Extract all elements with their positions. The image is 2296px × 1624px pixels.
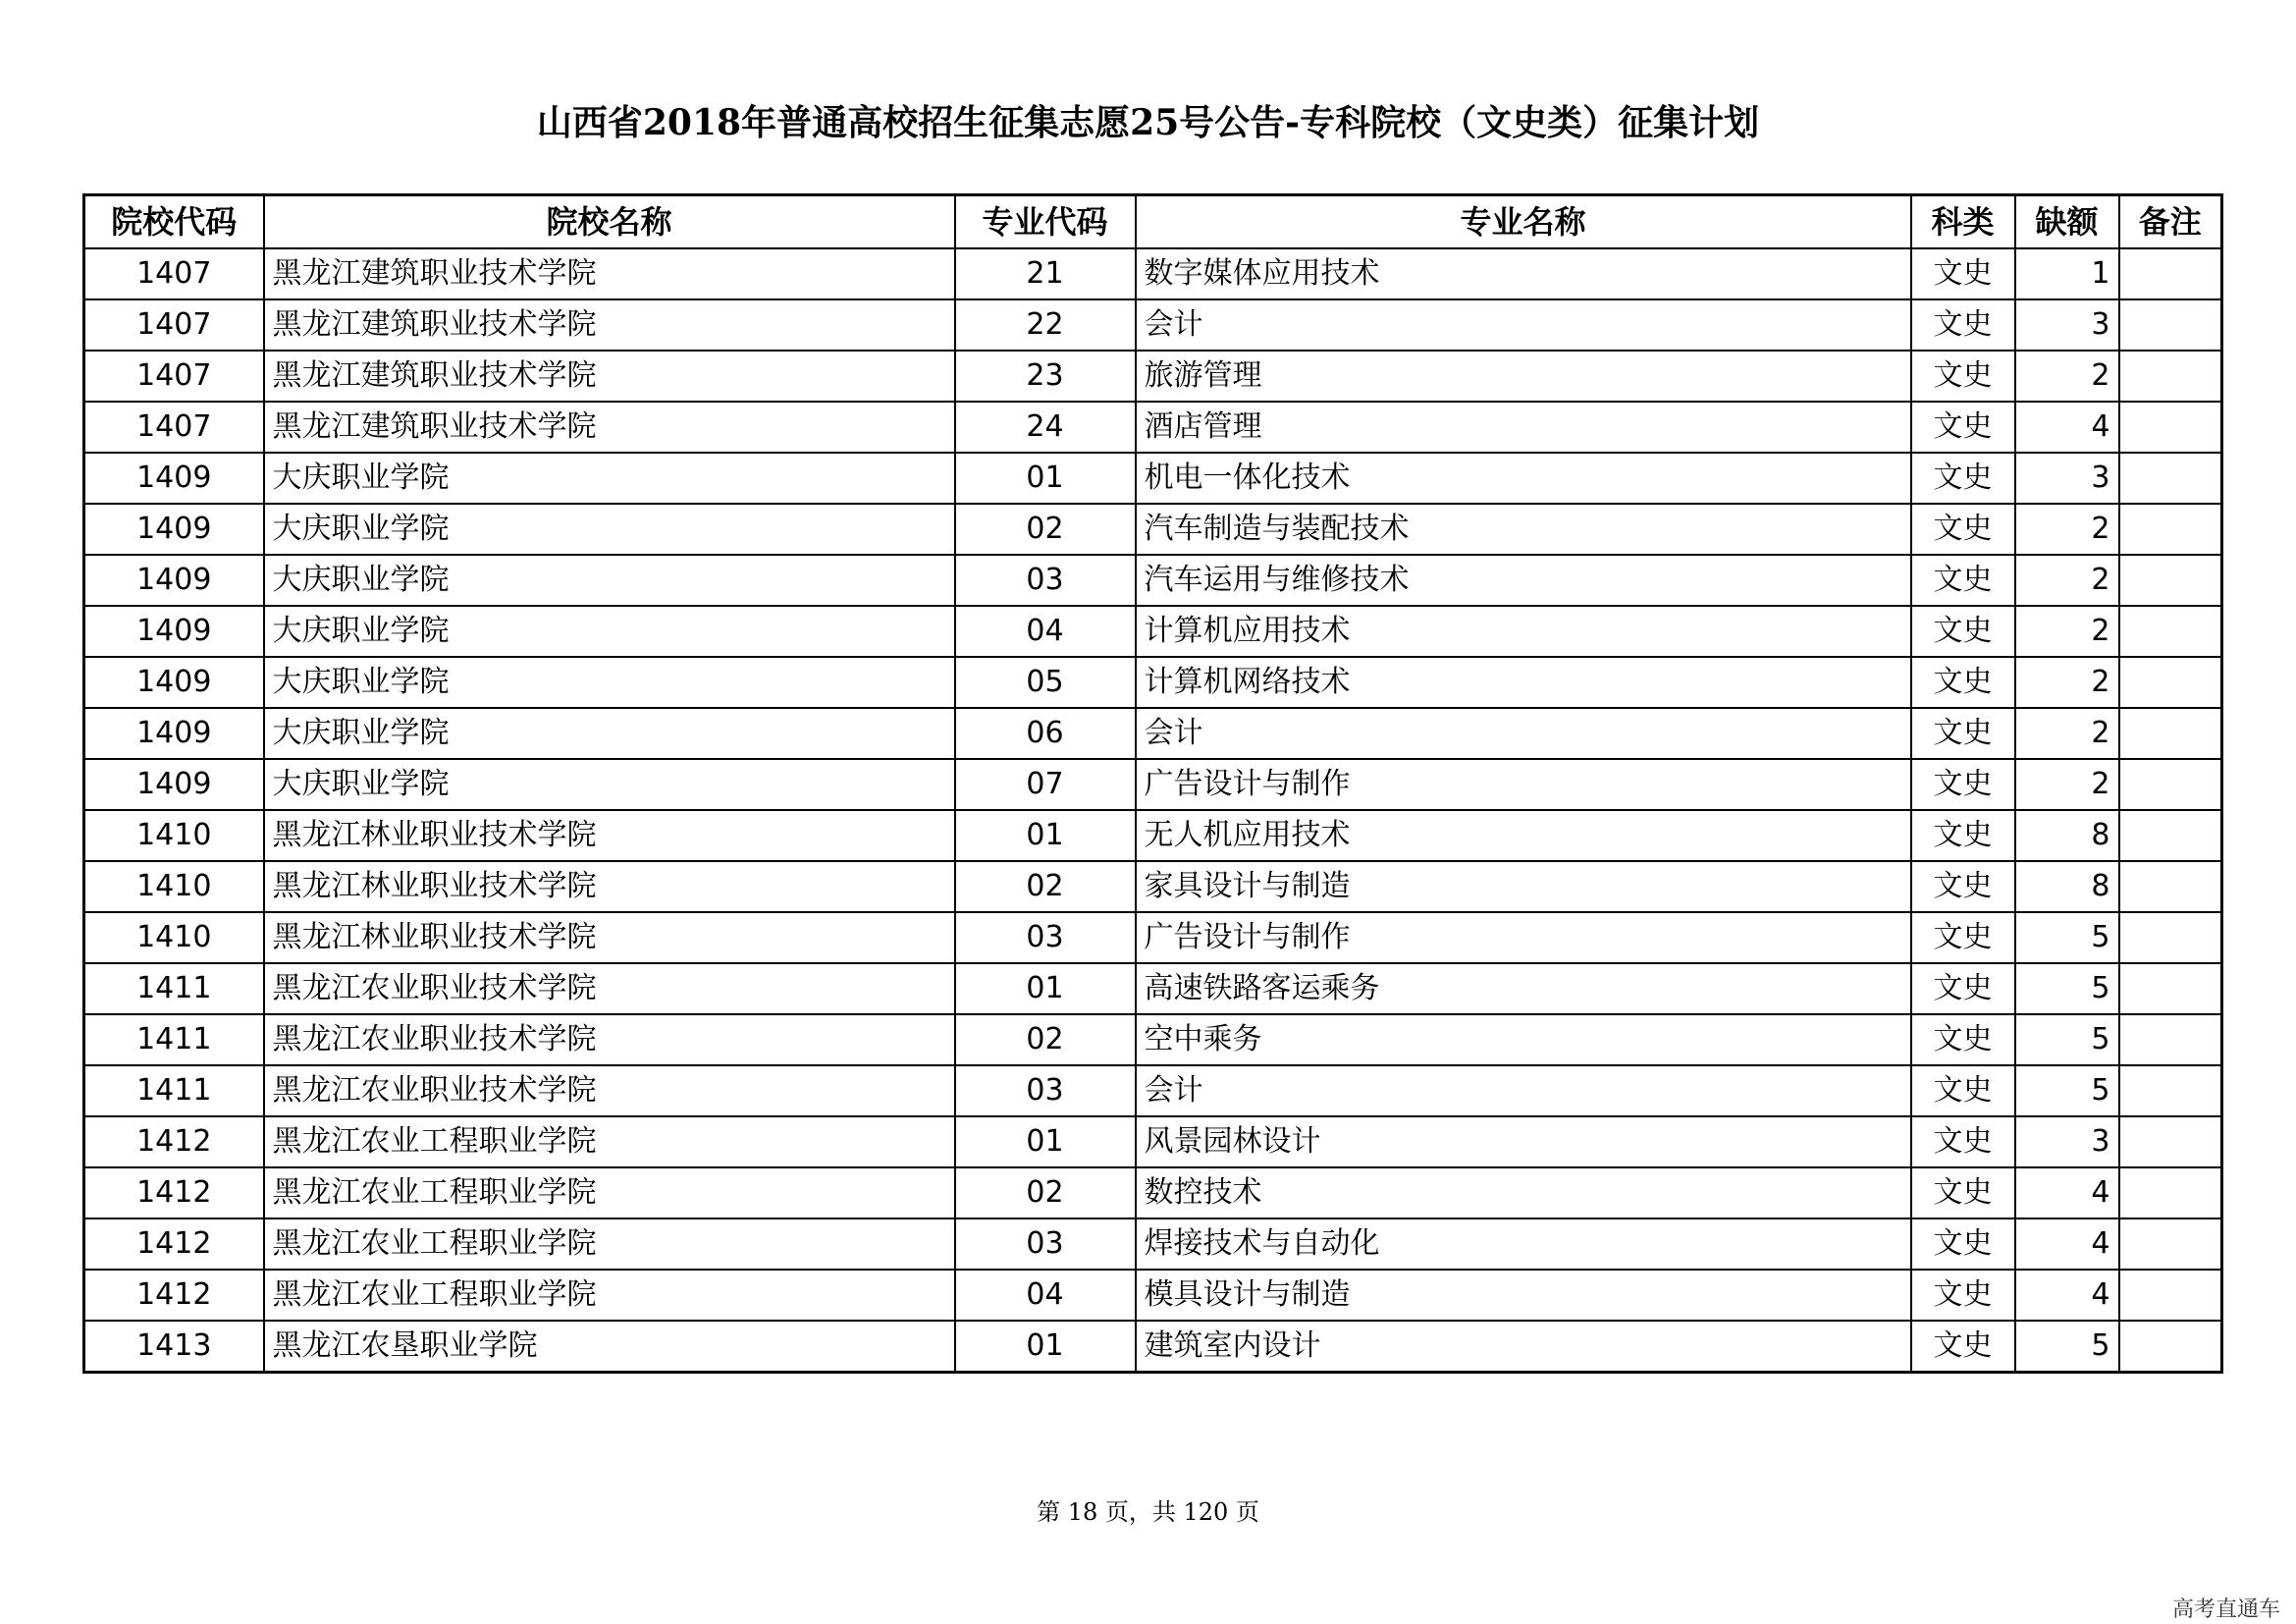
cell-school-code: 1412 bbox=[84, 1270, 264, 1321]
cell-school-code: 1409 bbox=[84, 759, 264, 810]
cell-major-code: 01 bbox=[955, 963, 1136, 1014]
table-row bbox=[84, 1218, 2222, 1270]
cell-major-name: 焊接技术与自动化 bbox=[1136, 1218, 1911, 1270]
cell-remarks bbox=[2119, 1321, 2222, 1373]
cell-remarks bbox=[2119, 1116, 2222, 1167]
table-header-row bbox=[84, 195, 2222, 249]
cell-major-name: 旅游管理 bbox=[1136, 351, 1911, 402]
cell-major-code: 03 bbox=[955, 912, 1136, 963]
cell-vacancies: 2 bbox=[2015, 504, 2119, 555]
cell-category: 文史 bbox=[1911, 351, 2015, 402]
cell-remarks bbox=[2119, 453, 2222, 504]
cell-major-code: 02 bbox=[955, 1014, 1136, 1065]
cell-remarks bbox=[2119, 861, 2222, 912]
cell-school-code: 1409 bbox=[84, 606, 264, 657]
cell-vacancies: 3 bbox=[2015, 299, 2119, 351]
cell-major-code: 03 bbox=[955, 555, 1136, 606]
cell-major-code: 04 bbox=[955, 1270, 1136, 1321]
cell-vacancies: 2 bbox=[2015, 555, 2119, 606]
cell-major-code: 23 bbox=[955, 351, 1136, 402]
cell-school-code: 1410 bbox=[84, 810, 264, 861]
cell-vacancies: 2 bbox=[2015, 657, 2119, 708]
cell-major-name: 无人机应用技术 bbox=[1136, 810, 1911, 861]
cell-remarks bbox=[2119, 1270, 2222, 1321]
table-row bbox=[84, 1167, 2222, 1218]
table-row bbox=[84, 1065, 2222, 1116]
cell-category: 文史 bbox=[1911, 861, 2015, 912]
cell-school-name: 黑龙江林业职业技术学院 bbox=[264, 810, 955, 861]
page-footer: 第 18 页，共 120 页 bbox=[1037, 1498, 1259, 1526]
cell-school-name: 大庆职业学院 bbox=[264, 504, 955, 555]
cell-school-code: 1407 bbox=[84, 402, 264, 453]
cell-remarks bbox=[2119, 351, 2222, 402]
cell-school-name: 大庆职业学院 bbox=[264, 657, 955, 708]
cell-school-name: 黑龙江林业职业技术学院 bbox=[264, 912, 955, 963]
cell-school-name: 大庆职业学院 bbox=[264, 555, 955, 606]
cell-major-code: 01 bbox=[955, 453, 1136, 504]
cell-school-code: 1409 bbox=[84, 504, 264, 555]
cell-major-name: 汽车制造与装配技术 bbox=[1136, 504, 1911, 555]
cell-category: 文史 bbox=[1911, 1270, 2015, 1321]
cell-category: 文史 bbox=[1911, 555, 2015, 606]
cell-category: 文史 bbox=[1911, 1014, 2015, 1065]
watermark: 高考直通车 bbox=[2171, 1597, 2280, 1622]
cell-major-code: 06 bbox=[955, 708, 1136, 759]
cell-major-name: 汽车运用与维修技术 bbox=[1136, 555, 1911, 606]
cell-major-code: 01 bbox=[955, 1116, 1136, 1167]
cell-major-code: 03 bbox=[955, 1065, 1136, 1116]
cell-remarks bbox=[2119, 657, 2222, 708]
cell-major-code: 22 bbox=[955, 299, 1136, 351]
table-row bbox=[84, 708, 2222, 759]
cell-school-code: 1409 bbox=[84, 657, 264, 708]
cell-major-code: 07 bbox=[955, 759, 1136, 810]
cell-school-code: 1409 bbox=[84, 453, 264, 504]
cell-school-name: 大庆职业学院 bbox=[264, 759, 955, 810]
cell-school-code: 1412 bbox=[84, 1167, 264, 1218]
cell-vacancies: 5 bbox=[2015, 1014, 2119, 1065]
cell-vacancies: 3 bbox=[2015, 453, 2119, 504]
cell-remarks bbox=[2119, 402, 2222, 453]
cell-school-code: 1407 bbox=[84, 299, 264, 351]
cell-vacancies: 2 bbox=[2015, 759, 2119, 810]
cell-category: 文史 bbox=[1911, 810, 2015, 861]
table-row bbox=[84, 453, 2222, 504]
header-category: 科类 bbox=[1911, 195, 2015, 249]
cell-vacancies: 1 bbox=[2015, 248, 2119, 299]
header-major-name: 专业名称 bbox=[1136, 195, 1911, 249]
table-row bbox=[84, 810, 2222, 861]
table-row bbox=[84, 1014, 2222, 1065]
cell-school-name: 黑龙江农业职业技术学院 bbox=[264, 963, 955, 1014]
cell-school-name: 黑龙江农业职业技术学院 bbox=[264, 1065, 955, 1116]
cell-vacancies: 2 bbox=[2015, 606, 2119, 657]
cell-category: 文史 bbox=[1911, 657, 2015, 708]
cell-category: 文史 bbox=[1911, 402, 2015, 453]
cell-major-name: 建筑室内设计 bbox=[1136, 1321, 1911, 1373]
cell-remarks bbox=[2119, 555, 2222, 606]
cell-vacancies: 4 bbox=[2015, 1270, 2119, 1321]
cell-major-code: 01 bbox=[955, 810, 1136, 861]
cell-school-code: 1409 bbox=[84, 708, 264, 759]
table-row bbox=[84, 1116, 2222, 1167]
cell-major-code: 02 bbox=[955, 861, 1136, 912]
table-row bbox=[84, 248, 2222, 299]
cell-vacancies: 4 bbox=[2015, 1167, 2119, 1218]
cell-category: 文史 bbox=[1911, 606, 2015, 657]
cell-vacancies: 2 bbox=[2015, 351, 2119, 402]
table-row bbox=[84, 963, 2222, 1014]
cell-major-name: 计算机网络技术 bbox=[1136, 657, 1911, 708]
cell-school-name: 大庆职业学院 bbox=[264, 453, 955, 504]
page-title: 山西省2018年普通高校招生征集志愿25号公告-专科院校（文史类）征集计划 bbox=[536, 102, 1760, 143]
enrollment-plan-table bbox=[82, 193, 2223, 1374]
cell-remarks bbox=[2119, 708, 2222, 759]
header-school-name: 院校名称 bbox=[264, 195, 955, 249]
cell-school-code: 1410 bbox=[84, 912, 264, 963]
cell-school-name: 黑龙江农垦职业学院 bbox=[264, 1321, 955, 1373]
table-row bbox=[84, 351, 2222, 402]
table-row bbox=[84, 555, 2222, 606]
cell-major-name: 计算机应用技术 bbox=[1136, 606, 1911, 657]
cell-major-code: 01 bbox=[955, 1321, 1136, 1373]
cell-major-code: 21 bbox=[955, 248, 1136, 299]
cell-major-code: 24 bbox=[955, 402, 1136, 453]
cell-school-name: 大庆职业学院 bbox=[264, 708, 955, 759]
cell-major-name: 酒店管理 bbox=[1136, 402, 1911, 453]
cell-remarks bbox=[2119, 963, 2222, 1014]
header-remarks: 备注 bbox=[2119, 195, 2222, 249]
header-vacancies: 缺额 bbox=[2015, 195, 2119, 249]
cell-major-name: 广告设计与制作 bbox=[1136, 912, 1911, 963]
cell-school-name: 黑龙江农业工程职业学院 bbox=[264, 1167, 955, 1218]
cell-major-code: 02 bbox=[955, 1167, 1136, 1218]
cell-school-name: 黑龙江建筑职业技术学院 bbox=[264, 402, 955, 453]
cell-major-name: 风景园林设计 bbox=[1136, 1116, 1911, 1167]
cell-school-code: 1413 bbox=[84, 1321, 264, 1373]
cell-category: 文史 bbox=[1911, 1321, 2015, 1373]
cell-major-name: 模具设计与制造 bbox=[1136, 1270, 1911, 1321]
table-row bbox=[84, 759, 2222, 810]
cell-vacancies: 5 bbox=[2015, 1065, 2119, 1116]
cell-school-code: 1412 bbox=[84, 1218, 264, 1270]
cell-remarks bbox=[2119, 606, 2222, 657]
cell-remarks bbox=[2119, 1218, 2222, 1270]
table-row bbox=[84, 861, 2222, 912]
table-row bbox=[84, 402, 2222, 453]
cell-major-code: 03 bbox=[955, 1218, 1136, 1270]
table-row bbox=[84, 299, 2222, 351]
cell-major-code: 05 bbox=[955, 657, 1136, 708]
table-row bbox=[84, 912, 2222, 963]
cell-school-name: 黑龙江林业职业技术学院 bbox=[264, 861, 955, 912]
cell-school-code: 1407 bbox=[84, 351, 264, 402]
cell-school-code: 1407 bbox=[84, 248, 264, 299]
cell-vacancies: 2 bbox=[2015, 708, 2119, 759]
cell-remarks bbox=[2119, 504, 2222, 555]
cell-major-name: 会计 bbox=[1136, 299, 1911, 351]
cell-major-name: 会计 bbox=[1136, 1065, 1911, 1116]
cell-remarks bbox=[2119, 912, 2222, 963]
header-school-code: 院校代码 bbox=[84, 195, 264, 249]
cell-remarks bbox=[2119, 1167, 2222, 1218]
cell-vacancies: 4 bbox=[2015, 1218, 2119, 1270]
cell-category: 文史 bbox=[1911, 504, 2015, 555]
cell-school-name: 黑龙江建筑职业技术学院 bbox=[264, 248, 955, 299]
cell-category: 文史 bbox=[1911, 248, 2015, 299]
cell-vacancies: 5 bbox=[2015, 963, 2119, 1014]
table-row bbox=[84, 504, 2222, 555]
cell-vacancies: 5 bbox=[2015, 912, 2119, 963]
cell-category: 文史 bbox=[1911, 963, 2015, 1014]
cell-vacancies: 8 bbox=[2015, 861, 2119, 912]
header-major-code: 专业代码 bbox=[955, 195, 1136, 249]
cell-school-name: 黑龙江建筑职业技术学院 bbox=[264, 299, 955, 351]
cell-remarks bbox=[2119, 810, 2222, 861]
cell-remarks bbox=[2119, 1065, 2222, 1116]
cell-major-name: 家具设计与制造 bbox=[1136, 861, 1911, 912]
cell-major-code: 04 bbox=[955, 606, 1136, 657]
table-row bbox=[84, 606, 2222, 657]
cell-category: 文史 bbox=[1911, 1167, 2015, 1218]
cell-school-code: 1410 bbox=[84, 861, 264, 912]
cell-school-code: 1411 bbox=[84, 1014, 264, 1065]
cell-remarks bbox=[2119, 759, 2222, 810]
cell-school-name: 大庆职业学院 bbox=[264, 606, 955, 657]
cell-major-name: 广告设计与制作 bbox=[1136, 759, 1911, 810]
cell-school-code: 1411 bbox=[84, 963, 264, 1014]
cell-category: 文史 bbox=[1911, 1218, 2015, 1270]
cell-remarks bbox=[2119, 1014, 2222, 1065]
cell-school-code: 1412 bbox=[84, 1116, 264, 1167]
cell-major-name: 机电一体化技术 bbox=[1136, 453, 1911, 504]
cell-remarks bbox=[2119, 248, 2222, 299]
cell-major-name: 数控技术 bbox=[1136, 1167, 1911, 1218]
cell-major-name: 数字媒体应用技术 bbox=[1136, 248, 1911, 299]
table-row bbox=[84, 657, 2222, 708]
cell-vacancies: 4 bbox=[2015, 402, 2119, 453]
cell-major-name: 空中乘务 bbox=[1136, 1014, 1911, 1065]
cell-vacancies: 3 bbox=[2015, 1116, 2119, 1167]
cell-category: 文史 bbox=[1911, 299, 2015, 351]
cell-school-name: 黑龙江农业职业技术学院 bbox=[264, 1014, 955, 1065]
cell-category: 文史 bbox=[1911, 912, 2015, 963]
table-row bbox=[84, 1270, 2222, 1321]
cell-category: 文史 bbox=[1911, 453, 2015, 504]
cell-school-code: 1409 bbox=[84, 555, 264, 606]
table-body bbox=[84, 248, 2222, 1373]
cell-school-name: 黑龙江农业工程职业学院 bbox=[264, 1116, 955, 1167]
table-row bbox=[84, 1321, 2222, 1373]
cell-vacancies: 8 bbox=[2015, 810, 2119, 861]
cell-school-name: 黑龙江建筑职业技术学院 bbox=[264, 351, 955, 402]
cell-school-code: 1411 bbox=[84, 1065, 264, 1116]
cell-category: 文史 bbox=[1911, 1116, 2015, 1167]
cell-category: 文史 bbox=[1911, 759, 2015, 810]
cell-school-name: 黑龙江农业工程职业学院 bbox=[264, 1270, 955, 1321]
cell-major-name: 会计 bbox=[1136, 708, 1911, 759]
cell-vacancies: 5 bbox=[2015, 1321, 2119, 1373]
cell-major-name: 高速铁路客运乘务 bbox=[1136, 963, 1911, 1014]
cell-school-name: 黑龙江农业工程职业学院 bbox=[264, 1218, 955, 1270]
cell-category: 文史 bbox=[1911, 708, 2015, 759]
cell-category: 文史 bbox=[1911, 1065, 2015, 1116]
cell-major-code: 02 bbox=[955, 504, 1136, 555]
cell-remarks bbox=[2119, 299, 2222, 351]
